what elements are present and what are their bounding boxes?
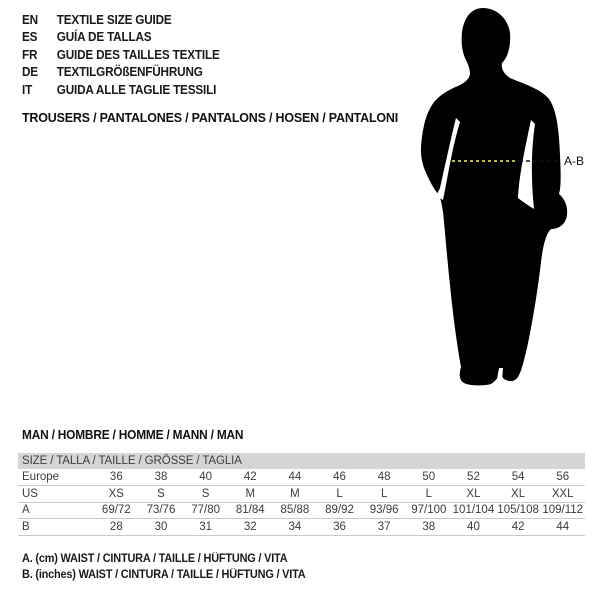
table-cell: 54: [511, 470, 525, 483]
table-cell: XL: [511, 487, 526, 500]
language-code: FR: [22, 47, 38, 62]
table-cell: 38: [422, 521, 436, 534]
table-cell: 56: [556, 470, 570, 483]
table-cell: L: [336, 487, 343, 500]
table-cell: 101/104: [452, 504, 495, 517]
size-table-header-label: SIZE / TALLA / TAILLE / GRÖSSE / TAGLIA: [22, 455, 242, 467]
note-b-inches: B. (inches) WAIST / CINTURA / TAILLE / HÜFTUNG / VITA: [22, 569, 306, 581]
table-cell: 48: [377, 470, 391, 483]
table-row-europe: [18, 469, 585, 486]
table-cell: 89/92: [325, 504, 354, 517]
table-cell: 36: [333, 521, 346, 534]
table-cell: M: [245, 487, 256, 500]
gender-heading: MAN / HOMBRE / HOMME / MANN / MAN: [22, 428, 244, 442]
language-title: GUÍA DE TALLAS: [56, 30, 152, 45]
table-row-a-cm: [18, 503, 585, 520]
table-cell: 109/112: [542, 504, 584, 517]
row-label: US: [22, 487, 38, 500]
table-cell: 69/72: [101, 504, 131, 517]
waist-measure-label: A-B: [564, 154, 585, 168]
table-cell: 97/100: [411, 504, 447, 517]
table-row-b-inches: [18, 519, 585, 536]
note-a-cm: A. (cm) WAIST / CINTURA / TAILLE / HÜFTUNG / VITA: [22, 553, 288, 565]
table-cell: 44: [556, 521, 570, 534]
language-code: DE: [22, 65, 38, 80]
table-cell: XL: [466, 487, 481, 500]
row-label: Europe: [22, 470, 60, 483]
table-cell: 50: [422, 470, 436, 483]
table-cell: 34: [288, 521, 302, 534]
row-label: B: [22, 521, 30, 534]
table-cell: 93/96: [369, 504, 399, 517]
table-cell: 52: [467, 470, 480, 483]
table-cell: 31: [199, 521, 212, 534]
table-cell: L: [425, 487, 432, 500]
size-table-header: [18, 453, 585, 469]
table-cell: XS: [108, 487, 124, 500]
row-label: A: [22, 504, 30, 517]
table-cell: 81/84: [235, 504, 265, 517]
table-cell: M: [290, 487, 300, 500]
table-cell: L: [380, 487, 388, 500]
table-cell: 40: [199, 470, 212, 483]
size-table: [18, 453, 585, 536]
language-title: GUIDA ALLE TAGLIE TESSILI: [56, 82, 217, 97]
table-cell: 42: [243, 470, 257, 483]
table-cell: 85/88: [280, 504, 310, 517]
table-cell: 28: [109, 521, 123, 534]
table-cell: S: [157, 487, 165, 500]
language-code: EN: [22, 12, 38, 27]
language-title: TEXTILE SIZE GUIDE: [56, 12, 172, 27]
table-cell: 105/108: [497, 504, 539, 517]
category-heading: TROUSERS / PANTALONES / PANTALONS / HOSEN / PANTALONI: [22, 110, 399, 125]
table-row-us: [18, 486, 585, 503]
language-code: IT: [22, 82, 33, 97]
table-cell: 30: [154, 521, 168, 534]
table-cell: 36: [109, 470, 123, 483]
language-title: GUIDE DES TAILLES TEXTILE: [56, 47, 220, 62]
table-cell: 77/80: [191, 504, 220, 517]
table-cell: S: [201, 487, 210, 500]
language-code: ES: [22, 30, 38, 45]
table-cell: XXL: [551, 487, 574, 500]
table-cell: 73/76: [146, 504, 176, 517]
table-cell: 40: [467, 521, 480, 534]
measurement-notes: [22, 553, 320, 585]
table-cell: 42: [511, 521, 525, 534]
table-cell: 44: [288, 470, 302, 483]
table-cell: 32: [243, 521, 257, 534]
table-cell: 37: [377, 521, 391, 534]
table-cell: 46: [333, 470, 346, 483]
table-cell: 38: [154, 470, 168, 483]
language-title: TEXTILGRÖßENFÜHRUNG: [56, 65, 203, 80]
